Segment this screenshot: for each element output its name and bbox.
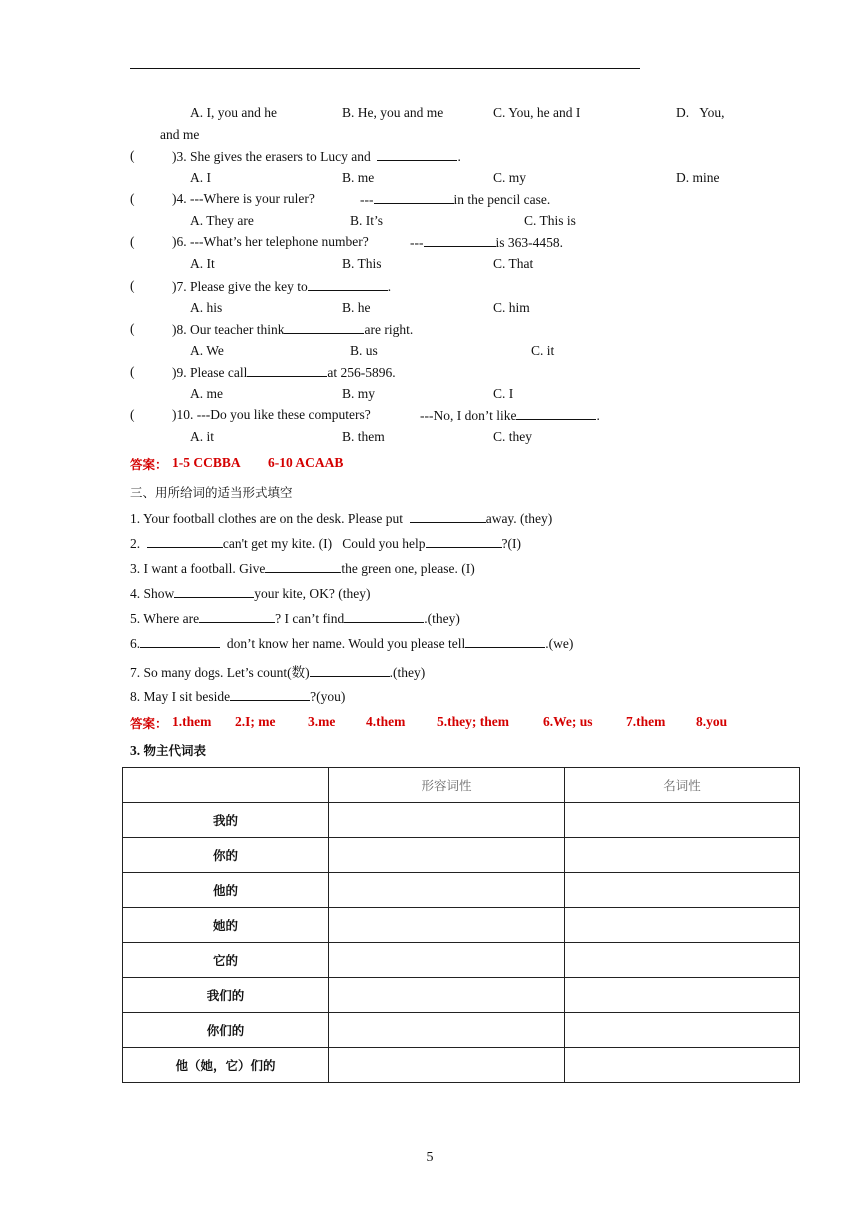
answer-blank[interactable] bbox=[147, 535, 223, 548]
answer-blank[interactable] bbox=[265, 560, 341, 573]
answer-blank[interactable] bbox=[426, 535, 502, 548]
sentence-text: 1. Your football clothes are on the desk. Please put bbox=[130, 511, 403, 526]
stem-text: . bbox=[457, 149, 461, 164]
option-c: C. him bbox=[493, 300, 530, 315]
option-b: B. my bbox=[342, 386, 376, 401]
answer-part: 8.you bbox=[696, 714, 728, 729]
sentence-7 bbox=[130, 661, 425, 681]
stem-text: are right. bbox=[364, 322, 414, 337]
stem-text bbox=[360, 191, 550, 208]
sentence-text: 7. So many dogs. Let’s count(数) bbox=[130, 665, 310, 680]
answer-blank[interactable] bbox=[424, 234, 496, 247]
table-section-title bbox=[130, 741, 206, 759]
option-b: B. It’s bbox=[350, 213, 384, 228]
option-a: A. I bbox=[190, 170, 211, 185]
option-a: A. me bbox=[190, 386, 223, 401]
answer-blank[interactable] bbox=[247, 364, 327, 377]
answer-blank[interactable] bbox=[199, 610, 275, 623]
answer-cell[interactable] bbox=[565, 1013, 800, 1048]
option-b: B. us bbox=[350, 343, 378, 358]
answer-blank[interactable] bbox=[284, 321, 364, 334]
answer-part: 4.them bbox=[366, 714, 406, 729]
option-b: B. This bbox=[342, 256, 382, 271]
row-label-cell bbox=[123, 1013, 329, 1048]
answer-label: 答案： bbox=[130, 716, 168, 731]
sentence-4 bbox=[130, 585, 370, 602]
row-label: 她的 bbox=[212, 918, 238, 933]
option-a: A. I, you and he bbox=[190, 105, 277, 120]
answer-cell[interactable] bbox=[565, 908, 800, 943]
sentence-text: ?(I) bbox=[501, 536, 521, 551]
answer-blank[interactable] bbox=[230, 688, 310, 701]
answer-paren: ( bbox=[130, 278, 135, 293]
question-stem bbox=[172, 364, 396, 381]
row-label: 他（她，它）们的 bbox=[175, 1058, 276, 1073]
sentence-text: 5. Where are bbox=[130, 611, 200, 626]
answer-paren: ( bbox=[130, 191, 135, 206]
answer-blank[interactable] bbox=[174, 585, 254, 598]
row-label: 他的 bbox=[212, 883, 238, 898]
answer-cell[interactable] bbox=[565, 873, 800, 908]
answer-cell[interactable] bbox=[329, 873, 565, 908]
row-label-cell bbox=[123, 838, 329, 873]
answer-cell[interactable] bbox=[565, 803, 800, 838]
option-a: A. his bbox=[190, 300, 223, 315]
row-label: 它的 bbox=[212, 953, 238, 968]
sentence-text: 8. May I sit beside bbox=[130, 689, 231, 704]
answer-cell[interactable] bbox=[565, 943, 800, 978]
table-header-cell bbox=[123, 768, 329, 803]
answer-cell[interactable] bbox=[329, 1048, 565, 1083]
header-text: 名词性 bbox=[663, 778, 701, 793]
answer-blank[interactable] bbox=[344, 610, 424, 623]
row-label-cell bbox=[123, 978, 329, 1013]
sentence-text: .(they) bbox=[424, 611, 460, 626]
answer-cell[interactable] bbox=[329, 943, 565, 978]
question-stem bbox=[172, 278, 391, 295]
option-b: B. He, you and me bbox=[342, 105, 444, 120]
answer-part: 7.them bbox=[626, 714, 666, 729]
answer-blank[interactable] bbox=[410, 510, 486, 523]
sentence-text: away. (they) bbox=[485, 511, 553, 526]
table-row bbox=[123, 803, 800, 838]
answer-cell[interactable] bbox=[565, 1048, 800, 1083]
stem-text: at 256-5896. bbox=[327, 365, 396, 380]
header-text bbox=[123, 768, 328, 776]
row-label: 你的 bbox=[212, 848, 238, 863]
option-a: A. It bbox=[190, 256, 215, 271]
answer-blank[interactable] bbox=[465, 635, 545, 648]
sentence-1 bbox=[130, 510, 552, 527]
sentence-text: ? I can’t find bbox=[275, 611, 345, 626]
table-row bbox=[123, 873, 800, 908]
sentence-text: can't get my kite. (I) Could you help bbox=[222, 536, 426, 551]
answer-paren: ( bbox=[130, 407, 135, 422]
sentence-text: the green one, please. (I) bbox=[341, 561, 475, 576]
possessive-pronoun-table bbox=[122, 767, 800, 1083]
section-title-text: 物主代词表 bbox=[143, 743, 207, 758]
page-number: 5 bbox=[426, 1150, 434, 1165]
sentence-text: don’t know her name. Would you please tell bbox=[226, 636, 466, 651]
answer-blank[interactable] bbox=[310, 664, 390, 677]
stem-text bbox=[410, 234, 563, 251]
stem-text: )3. She gives the erasers to Lucy and bbox=[172, 149, 371, 164]
answer-paren: ( bbox=[130, 234, 135, 249]
stem-text bbox=[420, 407, 600, 424]
header-text: 形容词性 bbox=[421, 778, 472, 793]
option-d-wrap: and me bbox=[160, 127, 200, 142]
answer-blank[interactable] bbox=[516, 407, 596, 420]
stem-text: . bbox=[596, 408, 600, 423]
row-label: 我的 bbox=[212, 813, 238, 828]
sentence-2 bbox=[130, 535, 521, 552]
stem-text: )9. Please call bbox=[172, 365, 248, 380]
answer-cell[interactable] bbox=[565, 838, 800, 873]
answer-cell[interactable] bbox=[565, 978, 800, 1013]
option-b: B. them bbox=[342, 429, 385, 444]
answer-part: 3.me bbox=[308, 714, 336, 729]
section-number: 3. bbox=[130, 743, 141, 758]
option-c: C. it bbox=[531, 343, 555, 358]
row-label-cell bbox=[123, 873, 329, 908]
stem-text: is 363-4458. bbox=[495, 235, 563, 250]
sentence-6 bbox=[130, 635, 573, 652]
option-d: D. You, bbox=[676, 105, 725, 120]
answer-cell[interactable] bbox=[329, 838, 565, 873]
answer-part: 5.they; them bbox=[437, 714, 509, 729]
table-row bbox=[123, 1048, 800, 1083]
sentence-text: ?(you) bbox=[310, 689, 346, 704]
stem-dashes: --- bbox=[360, 192, 374, 207]
sentence-text: your kite, OK? (they) bbox=[254, 586, 371, 601]
row-label-cell bbox=[123, 1048, 329, 1083]
option-a: A. it bbox=[190, 429, 215, 444]
answer-cell[interactable] bbox=[329, 803, 565, 838]
table-row bbox=[123, 978, 800, 1013]
table-row bbox=[123, 838, 800, 873]
stem-text: )7. Please give the key to bbox=[172, 279, 308, 294]
section-heading: 三、用所给词的适当形式填空 bbox=[130, 485, 293, 500]
sentence-text: 6. bbox=[130, 636, 141, 651]
table-row bbox=[123, 943, 800, 978]
row-label: 我们的 bbox=[206, 988, 245, 1003]
option-c: C. That bbox=[493, 256, 534, 271]
stem-text: ---No, I don’t like bbox=[420, 408, 517, 423]
answer-cell[interactable] bbox=[329, 908, 565, 943]
answer-blank[interactable] bbox=[140, 635, 220, 648]
stem-text: )10. ---Do you like these computers? bbox=[172, 407, 371, 422]
answer-part: 6-10 ACAAB bbox=[268, 455, 344, 470]
answer-blank[interactable] bbox=[374, 191, 454, 204]
option-b: B. he bbox=[342, 300, 371, 315]
sentence-text: .(we) bbox=[545, 636, 574, 651]
option-b: B. me bbox=[342, 170, 375, 185]
header-rule bbox=[130, 68, 640, 69]
table-header-row bbox=[123, 768, 800, 803]
row-label-cell bbox=[123, 908, 329, 943]
answer-paren: ( bbox=[130, 148, 135, 163]
row-label-cell bbox=[123, 943, 329, 978]
option-c: C. I bbox=[493, 386, 514, 401]
answer-part: 1-5 CCBBA bbox=[172, 455, 241, 470]
question-stem bbox=[172, 148, 461, 165]
table-header-cell bbox=[565, 768, 800, 803]
stem-text: )4. ---Where is your ruler? bbox=[172, 191, 315, 206]
table-header-cell bbox=[329, 768, 565, 803]
stem-text: )6. ---What’s her telephone number? bbox=[172, 234, 369, 249]
sentence-5 bbox=[130, 610, 460, 627]
answer-cell[interactable] bbox=[329, 1013, 565, 1048]
sentence-text: .(they) bbox=[389, 665, 426, 680]
answer-label: 答案： bbox=[130, 457, 168, 472]
answer-paren: ( bbox=[130, 321, 135, 336]
option-c: C. You, he and I bbox=[493, 105, 581, 120]
stem-text: )8. Our teacher think bbox=[172, 322, 285, 337]
option-a: A. They are bbox=[190, 213, 254, 228]
stem-text: . bbox=[387, 279, 392, 294]
stem-text: in the pencil case. bbox=[453, 192, 551, 207]
answer-part: 1.them bbox=[172, 714, 212, 729]
sentence-text: 3. I want a football. Give bbox=[130, 561, 266, 576]
answer-part: 2.I; me bbox=[235, 714, 276, 729]
answer-blank[interactable] bbox=[377, 148, 457, 161]
option-c: C. they bbox=[493, 429, 532, 444]
table-row bbox=[123, 1013, 800, 1048]
sentence-text: 2. bbox=[130, 536, 141, 551]
answer-cell[interactable] bbox=[329, 978, 565, 1013]
answer-blank[interactable] bbox=[308, 278, 388, 291]
stem-dashes: --- bbox=[410, 235, 424, 250]
answer-paren: ( bbox=[130, 364, 135, 379]
sentence-8 bbox=[130, 688, 345, 705]
table-row bbox=[123, 908, 800, 943]
row-label-cell bbox=[123, 803, 329, 838]
answer-part: 6.We; us bbox=[543, 714, 593, 729]
sentence-3 bbox=[130, 560, 475, 577]
option-c: C. This is bbox=[524, 213, 576, 228]
sentence-text: 4. Show bbox=[130, 586, 175, 601]
option-d: D. mine bbox=[676, 170, 720, 185]
option-a: A. We bbox=[190, 343, 224, 358]
row-label: 你们的 bbox=[206, 1023, 245, 1038]
option-c: C. my bbox=[493, 170, 527, 185]
question-stem bbox=[172, 321, 413, 338]
